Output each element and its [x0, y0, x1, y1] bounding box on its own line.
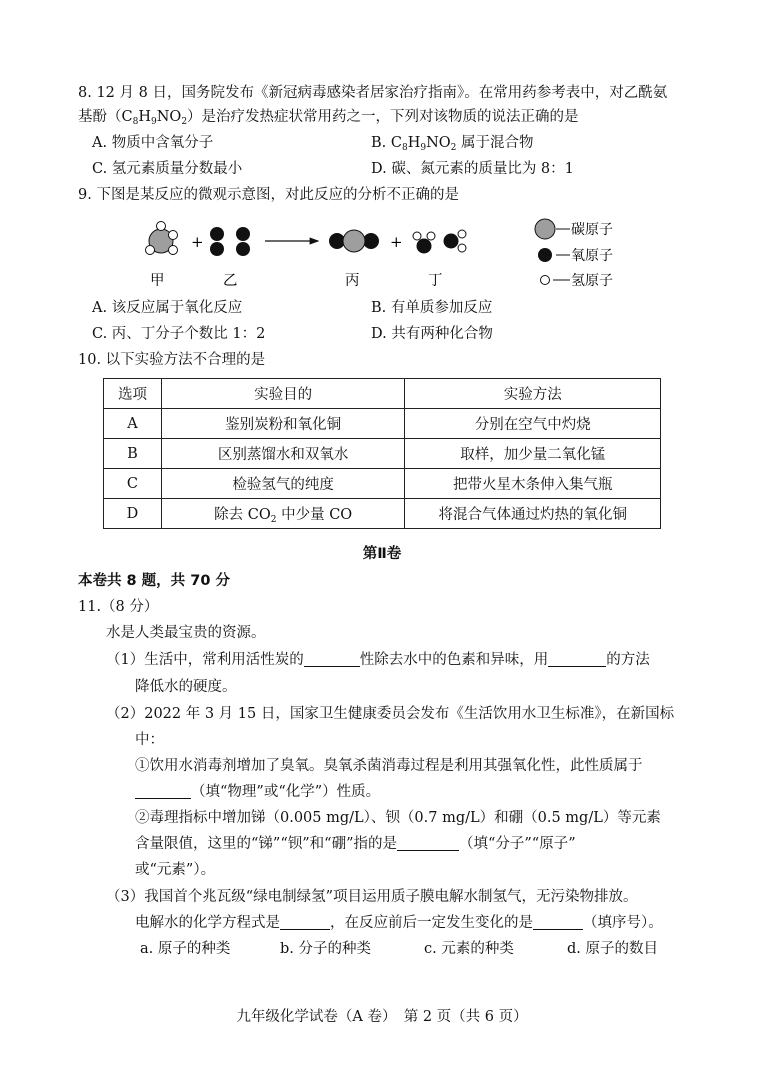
answer-blank[interactable] [397, 836, 459, 851]
q11-option-d: d. 原子的数目 [567, 941, 658, 957]
q11-part2-item1-line1: ①饮用水消毒剂增加了臭氧。臭氧杀菌消毒过程是利用其强氧化性，此性质属于 [135, 758, 643, 774]
q11-heading: 11.（8 分） [78, 599, 159, 615]
q9-option-a: A. 该反应属于氧化反应 [92, 300, 243, 316]
q11-option-c: c. 元素的种类 [424, 941, 514, 957]
q8-option-a: A. 物质中含氧分子 [92, 135, 214, 151]
table-row [104, 439, 661, 469]
table-header-row [104, 379, 661, 409]
q11-intro: 水是人类最宝贵的资源。 [106, 625, 266, 641]
q11-part2-item2-line2: 含量限值，这里的“锑”“钡”和“硼”指的是 （填“分子”“原子” [135, 836, 576, 852]
label-ding: 丁 [428, 273, 443, 289]
q10-stem: 10. 以下实验方法不合理的是 [78, 352, 266, 368]
legend-carbon-label: 碳原子 [571, 222, 613, 238]
plus-sign-2: + [390, 233, 403, 251]
q8-stem-line2: 基酚$(C_8H_9NO_2)$是治疗发热症状常用药之一，下列对该物质的说法正确的是 [78, 109, 579, 127]
molecule-jia [146, 222, 178, 255]
row-method: 把带火星木条伸入集气瓶 [405, 469, 661, 499]
label-bing: 丙 [345, 273, 360, 289]
q11-part2-item2-line3: 或“元素”）。 [135, 862, 216, 878]
reaction-diagram [0, 210, 764, 300]
row-method: 将混合气体通过灼热的氧化铜 [405, 499, 661, 529]
q11-part1-line1: （1）生活中，常利用活性炭的 性除去水中的色素和异味，用 的方法 [106, 652, 650, 668]
row-method: 分别在空气中灼烧 [405, 409, 661, 439]
q9-option-b: B. 有单质参加反应 [371, 300, 493, 316]
legend-carbon-marker [535, 219, 555, 239]
row-purpose: 除去 $CO_2$ 中少量 CO [161, 499, 405, 529]
q11-option-a: a. 原子的种类 [140, 941, 231, 957]
header-option: 选项 [104, 379, 162, 409]
row-purpose: 鉴别炭粉和氧化铜 [161, 409, 405, 439]
table-row [104, 469, 661, 499]
legend-oxygen-marker [538, 248, 552, 262]
q9-option-c: C. 丙、丁分子个数比 1：2 [92, 326, 266, 342]
answer-blank[interactable] [548, 652, 606, 667]
legend [535, 219, 613, 289]
q8-option-b: B. $C_8H_9NO_2$ 属于混合物 [371, 135, 534, 153]
plus-sign-1: + [191, 233, 204, 251]
row-method: 取样，加少量二氧化锰 [405, 439, 661, 469]
row-option: A [104, 409, 162, 439]
row-option: C [104, 469, 162, 499]
label-yi: 乙 [223, 273, 238, 289]
answer-blank[interactable] [280, 915, 330, 930]
q9-stem: 9. 下图是某反应的微观示意图，对此反应的分析不正确的是 [78, 187, 459, 203]
q11-part2-line1: （2）2022 年 3 月 15 日，国家卫生健康委员会发布《生活饮用水卫生标准》，在新国标 [106, 706, 675, 722]
q11-part2-line2: 中： [135, 732, 164, 748]
part2-title: 第Ⅱ卷 [362, 546, 402, 562]
molecule-yi [210, 227, 250, 256]
answer-blank[interactable] [304, 652, 360, 667]
q11-part2-item1-line2: （填“物理”或“化学”）性质。 [135, 782, 380, 802]
header-method: 实验方法 [405, 379, 661, 409]
q11-part2-item2-line1: ②毒理指标中增加锑（0.005 mg/L）、钡（0.7 mg/L）和硼（0.5 mg/L）等元素 [135, 810, 661, 826]
row-purpose: 区别蒸馏水和双氧水 [161, 439, 405, 469]
table-row [104, 409, 661, 439]
q8-option-c: C. 氢元素质量分数最小 [92, 161, 243, 177]
molecule-ding [413, 230, 466, 254]
row-option: D [104, 499, 162, 529]
legend-hydrogen-label: 氢原子 [571, 273, 613, 289]
row-option: B [104, 439, 162, 469]
row-purpose: 检验氢气的纯度 [161, 469, 405, 499]
q11-part3-line1: （3）我国首个兆瓦级“绿电制绿氢”项目运用质子膜电解水制氢气，无污染物排放。 [106, 889, 638, 905]
q11-part1-line2: 降低水的硬度。 [135, 679, 237, 695]
part2-note: 本卷共 8 题，共 70 分 [78, 573, 230, 589]
molecule-bing [329, 230, 379, 252]
legend-hydrogen-marker [541, 276, 550, 285]
q8-stem-line1: 8. 12 月 8 日，国务院发布《新冠病毒感染者居家治疗指南》。在常用药参考表中，对乙酰氨 [78, 85, 668, 101]
header-purpose: 实验目的 [161, 379, 405, 409]
experiment-table [103, 378, 661, 529]
page-footer: 九年级化学试卷（A 卷） 第 2 页（共 6 页） [236, 1009, 528, 1025]
legend-oxygen-label: 氧原子 [571, 248, 613, 264]
answer-blank[interactable] [135, 784, 191, 799]
table-row [104, 499, 661, 529]
q9-option-d: D. 共有两种化合物 [371, 326, 493, 342]
answer-blank[interactable] [533, 915, 583, 930]
q11-option-b: b. 分子的种类 [280, 941, 371, 957]
label-jia: 甲 [150, 273, 165, 289]
q11-part3-line2: 电解水的化学方程式是 ，在反应前后一定发生变化的是 （填序号）。 [135, 915, 663, 931]
q8-option-d: D. 碳、氮元素的质量比为 8：1 [371, 161, 574, 177]
